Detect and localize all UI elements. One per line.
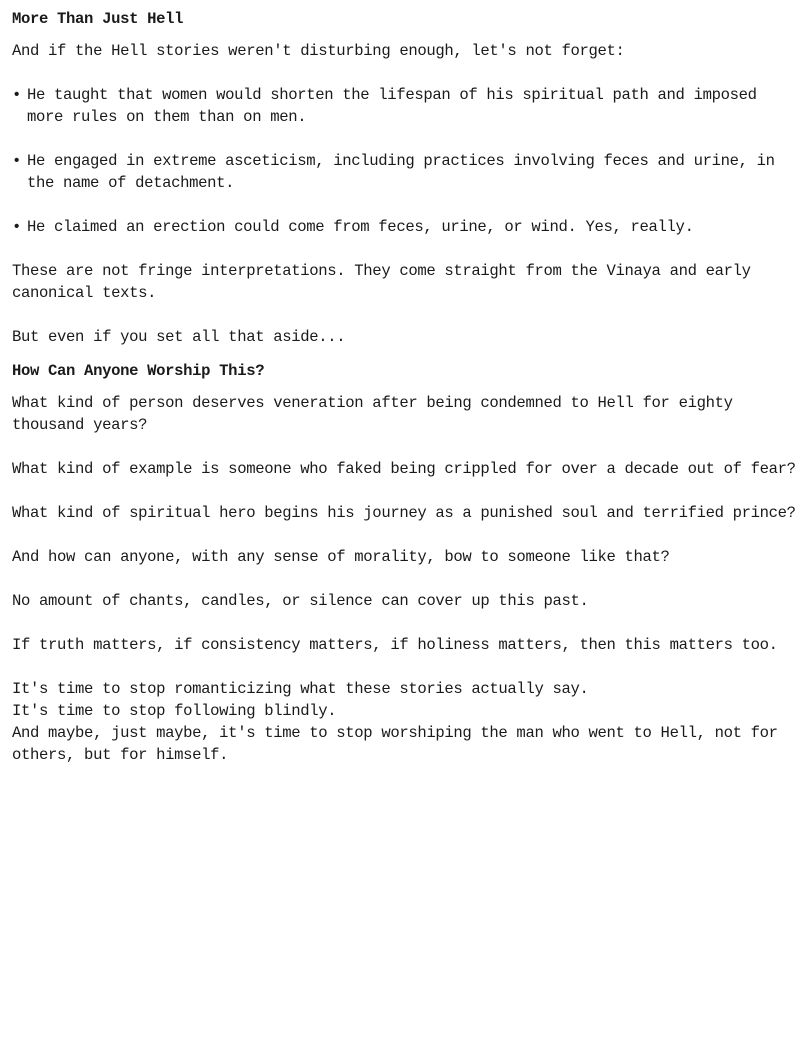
- paragraph-no-amount: No amount of chants, candles, or silence can cover up this past.: [12, 592, 589, 610]
- section-heading-how-can-anyone-worship: How Can Anyone Worship This?: [12, 362, 265, 380]
- paragraph-truth-matters: If truth matters, if consistency matters, if holiness matters, then this matters too.: [12, 636, 778, 654]
- closing-line-blindly: It's time to stop following blindly.: [12, 702, 337, 720]
- section-heading-more-than-just-hell: More Than Just Hell: [12, 10, 184, 28]
- closing-paragraph: [12, 678, 798, 766]
- question-spiritual-hero: What kind of spiritual hero begins his journey as a punished soul and terrified prince?: [12, 504, 796, 522]
- paragraph-set-aside: But even if you set all that aside...: [12, 328, 346, 346]
- bullet-item-asceticism: • He engaged in extreme asceticism, including practices involving feces and urine, in the name of detachment.: [12, 150, 798, 194]
- question-veneration: What kind of person deserves veneration after being condemned to Hell for eighty thousand years?: [12, 394, 733, 434]
- bullet-list: [12, 84, 798, 238]
- question-faked-crippled: What kind of example is someone who faked being crippled for over a decade out of fear?: [12, 460, 796, 478]
- paragraph-not-fringe: These are not fringe interpretations. They come straight from the Vinaya and early canonical texts.: [12, 262, 751, 302]
- bullet-item-erection-claim: • He claimed an erection could come from feces, urine, or wind. Yes, really.: [12, 216, 798, 238]
- bullet-item-women-rules: • He taught that women would shorten the lifespan of his spiritual path and imposed more rules on them than on men.: [12, 84, 798, 128]
- document-body: [12, 8, 798, 766]
- section-intro: And if the Hell stories weren't disturbing enough, let's not forget:: [12, 42, 625, 60]
- closing-line-worshiping: And maybe, just maybe, it's time to stop worshiping the man who went to Hell, not for others, but for himself.: [12, 724, 778, 764]
- closing-line-romanticizing: It's time to stop romanticizing what these stories actually say.: [12, 680, 589, 698]
- question-bow: And how can anyone, with any sense of morality, bow to someone like that?: [12, 548, 670, 566]
